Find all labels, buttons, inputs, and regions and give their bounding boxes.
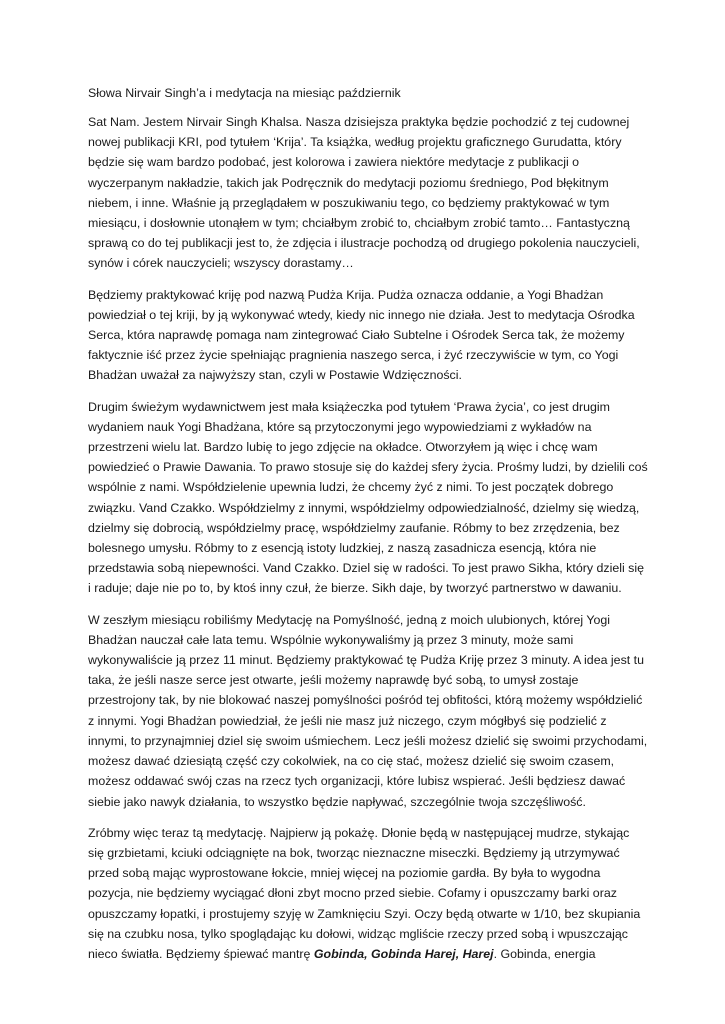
paragraph-text-after-mantra: . Gobinda, energia — [493, 946, 596, 961]
paragraph-intro: Sat Nam. Jestem Nirvair Singh Khalsa. Nasza dzisiejsza praktyka będzie pochodzić z tej cudownej nowej publikacji KRI, pod tytułem ‘Krija’. Ta książka, według projektu graficznego Gurudatta, który będzie się wam bardzo podobać, jest kolorowa i zawiera niektóre medytacje z publikacji o wyczerpanym nakładzie, takich jak Podręcznik do medytacji poziomu średniego, Pod błękitnym niebem, i inne. Właśnie ją przeglądałem w poszukiwaniu tego, co będziemy praktykować w tym miesiącu, i dosłownie utonąłem w tym; chciałbym zrobić to, chciałbym zrobić tamto… Fantastyczną sprawą co do tej publikacji jest to, że zdjęcia i ilustracje pochodzą od drugiego pokolenia nauczycieli, synów i córek nauczycieli; wszyscy dorastamy… — [88, 115, 640, 271]
paragraph-pudza-krija: Będziemy praktykować kriję pod nazwą Pudża Krija. Pudża oznacza oddanie, a Yogi Bhadżan powiedział o tej kriji, by ją wykonywać wtedy, kiedy nic innego nie działa. Jest to medytacja Ośrodka Serca, która naprawdę pomaga nam zintegrować Ciało Subtelne i Ośrodek Serca tak, że możemy faktycznie iść przez życie spełniając pragnienia naszego serca, i żyć rzeczywiście w tym, co Yogi Bhadżan uważał za najwyższy stan, czyli w Postawie Wdzięczności. — [88, 287, 635, 383]
paragraph-prawa-zycia: Drugim świeżym wydawnictwem jest mała książeczka pod tytułem ‘Prawa życia’, co jest drugim wydaniem nauk Yogi Bhadżana, które są przytoczonymi jego wypowiedziami z wykładów na przestrzeni wielu lat. Bardzo lubię to jego zdjęcie na okładce. Otworzyłem ją więc i chcę wam powiedzieć o Prawie Dawania. To prawo stosuje się do każdej sfery życia. Prośmy ludzi, by dzielili coś wspólnie z nami. Współdzielenie upewnia ludzi, że chcemy żyć z nimi. To jest początek dobrego związku. Vand Czakko. Współdzielmy z innymi, współdzielmy odpowiedzialność, dzielmy się wiedzą, dzielmy się dobrocią, współdzielmy pracę, współdzielmy zaufanie. Róbmy to bez zrzędzenia, bez bolesnego umysłu. Róbmy to z esencją istoty ludzkiej, z naszą zasadnicza esencją, która nie przedstawia sobą niepewności. Vand Czakko. Dziel się w radości. To jest prawo Sikha, który dzieli się i raduje; daje nie po to, by ktoś inny czuł, że bierze. Sikh daje, by tworzyć partnerstwo w dawaniu. — [88, 399, 648, 596]
paragraph-pomyslnosc: W zeszłym miesiącu robiliśmy Medytację na Pomyślność, jedną z moich ulubionych, której Yogi Bhadżan nauczał całe lata temu. Wspólnie wykonywaliśmy ją przez 3 minuty, może sami wykonywaliście ją przez 11 minut. Będziemy praktykować tę Pudża Kriję przez 3 minuty. A idea jest tu taka, że jeśli nasze serce jest otwarte, jeśli możemy naprawdę być sobą, to umysł zostaje przestrojony tak, by nie blokować naszej pomyślności pośród tej obfitości, którą możemy współdzielić z innymi. Yogi Bhadżan powiedział, że jeśli nie masz już niczego, czym mógłbyś się podzielić z innymi, to przynajmniej dziel się swoim uśmiechem. Lecz jeśli możesz dzielić się swoimi przychodami, możesz dawać dziesiątą część czy cokolwiek, na co cię stać, możesz dzielić się swoim czasem, możesz oddawać swój czas na rzecz tych organizacji, które lubisz wspierać. Jeśli będziesz dawać siebie jako nawyk działania, to wszystko będzie napływać, szczególnie twoja szczęśliwość. — [88, 612, 648, 809]
paragraph-meditation-instructions — [88, 823, 648, 964]
document-body — [88, 83, 648, 975]
paragraph-text-before-mantra: Zróbmy więc teraz tą medytację. Najpierw ją pokażę. Dłonie będą w następującej mudrze, stykając się grzbietami, kciuki odciągnięte na bok, tworząc nieznaczne miseczki. Będziemy ją utrzymywać przed sobą mając wyprostowane łokcie, mniej więcej na poziomie gardła. By była to wygodna pozycja, nie będziemy wyciągać dłoni zbyt mocno przed siebie. Cofamy i opuszczamy barki oraz opuszczamy łopatki, i prostujemy szyję w Zamknięciu Szyi. Oczy będą otwarte w 1/10, bez skupiania się na czubku nosa, tylko spoglądając ku dołowi, widząc mgliście rzeczy przed sobą i wpuszczając nieco światła. Będziemy śpiewać mantrę — [88, 825, 641, 961]
mantra-text: Gobinda, Gobinda Harej, Harej — [313, 946, 494, 961]
document-title: Słowa Nirvair Singh’a i medytacja na miesiąc październik — [88, 86, 401, 100]
